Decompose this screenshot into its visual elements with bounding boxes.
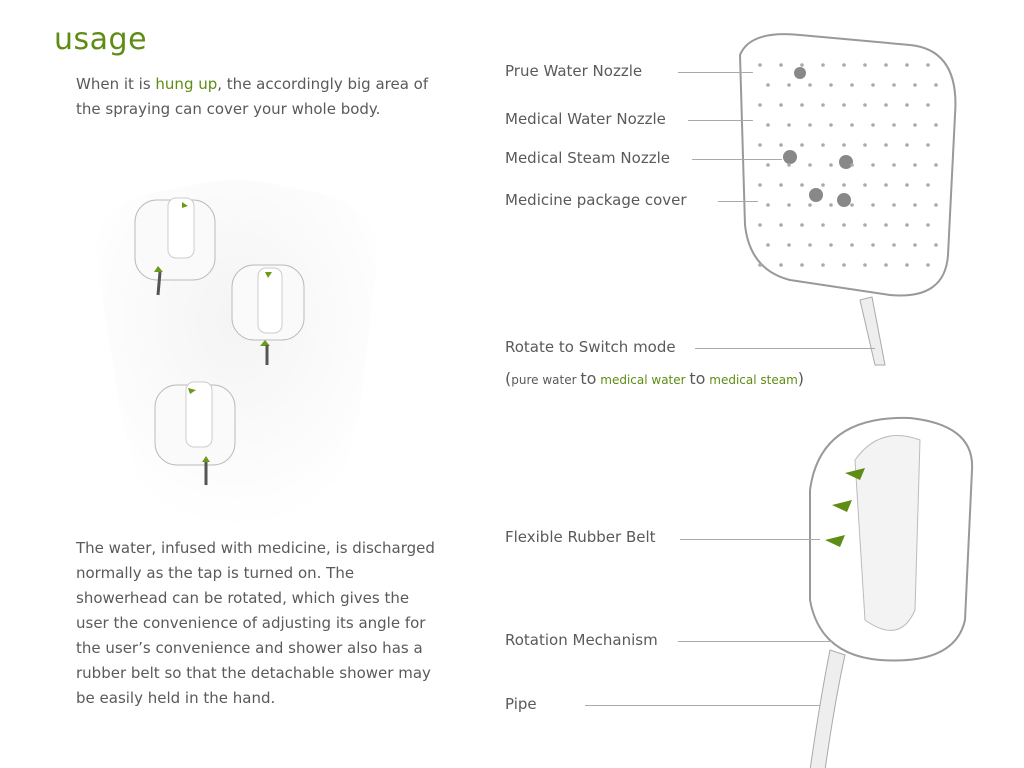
nozzle-dot (821, 183, 825, 187)
nozzle-dot (892, 163, 896, 167)
leader-line (688, 120, 753, 121)
label-flexible-rubber-belt: Flexible Rubber Belt (505, 528, 656, 546)
nozzle-dot (808, 123, 812, 127)
nozzle-dot (926, 223, 930, 227)
mode-medical-water: medical water (600, 373, 686, 387)
nozzle-dot (863, 223, 867, 227)
nozzle-dot (905, 103, 909, 107)
leader-line (692, 159, 782, 160)
nozzle-dot (779, 143, 783, 147)
nozzle-dot (808, 203, 812, 207)
nozzle-dot (842, 63, 846, 67)
nozzle-dot (863, 183, 867, 187)
nozzle-dot (863, 103, 867, 107)
nozzle-dot (934, 203, 938, 207)
nozzle-dot (758, 103, 762, 107)
nozzle-dot (800, 143, 804, 147)
nozzle-dot (821, 143, 825, 147)
mode-note (505, 369, 804, 388)
nozzle-dot (934, 243, 938, 247)
nozzle-dot (863, 263, 867, 267)
nozzle-dot (850, 123, 854, 127)
nozzle-dot (884, 183, 888, 187)
nozzle-dot (892, 243, 896, 247)
nozzle-dot (926, 263, 930, 267)
nozzle-dot (884, 143, 888, 147)
nozzle-dot (926, 63, 930, 67)
nozzle-dot (821, 223, 825, 227)
nozzle-dot (842, 263, 846, 267)
nozzle-dot (863, 143, 867, 147)
nozzle-dot (758, 263, 762, 267)
nozzle-dot (808, 163, 812, 167)
nozzle-dot (808, 243, 812, 247)
nozzle-dot (884, 223, 888, 227)
leader-line (680, 539, 820, 540)
paren: ( (505, 369, 512, 388)
nozzle-dot (842, 183, 846, 187)
mode-pure-water: pure water (511, 373, 577, 387)
nozzle-dot (821, 263, 825, 267)
label-medical-water-nozzle: Medical Water Nozzle (505, 110, 666, 128)
leader-line (695, 348, 875, 349)
leader-line (718, 201, 758, 202)
nozzle-dot (821, 63, 825, 67)
nozzle-dot (913, 163, 917, 167)
intro-after: , the accordingly big area of the spraying can cover your whole body. (76, 75, 429, 118)
nozzle-dot (871, 123, 875, 127)
label-medical-steam-nozzle: Medical Steam Nozzle (505, 149, 670, 167)
showerhead-back-illustration (790, 410, 990, 768)
nozzle-dot (913, 203, 917, 207)
nozzle-dot (926, 143, 930, 147)
leader-line (678, 72, 753, 73)
nozzle-dot (758, 183, 762, 187)
nozzle-dot (787, 123, 791, 127)
nozzle-dot (892, 203, 896, 207)
nozzle-dot (842, 143, 846, 147)
nozzle-dot (800, 263, 804, 267)
nozzle-dot (892, 123, 896, 127)
nozzle-dot (871, 163, 875, 167)
nozzle-dot (800, 183, 804, 187)
nozzle-dot (766, 123, 770, 127)
to-word: to (580, 369, 597, 388)
label-rotate-switch-mode: Rotate to Switch mode (505, 338, 676, 356)
nozzle-dot (787, 203, 791, 207)
description-text: The water, infused with medicine, is discharged normally as the tap is turned on. The showerhead can be rotated, which gives the user the convenience of adjusting its angle for the user’s convenience and shower also has a rubber belt so that the detachable shower may be easily held in the hand. (76, 539, 435, 707)
page-title: usage (54, 22, 148, 57)
nozzle-dot (892, 83, 896, 87)
nozzle-dot (934, 83, 938, 87)
label-rotation-mechanism: Rotation Mechanism (505, 631, 658, 649)
nozzle-dot (779, 263, 783, 267)
nozzle-dot (787, 243, 791, 247)
paren: ) (797, 369, 805, 388)
nozzle-dot (913, 123, 917, 127)
nozzle-dot (800, 223, 804, 227)
nozzle-dot (766, 203, 770, 207)
nozzle-dot (779, 103, 783, 107)
nozzle-dot (884, 263, 888, 267)
nozzle-dot (766, 163, 770, 167)
label-medicine-package-cover: Medicine package cover (505, 191, 687, 209)
nozzle-dot (905, 143, 909, 147)
nozzle-dot (871, 243, 875, 247)
nozzle-dot (934, 163, 938, 167)
to-word: to (689, 369, 706, 388)
label-pure-water-nozzle: Prue Water Nozzle (505, 62, 643, 80)
nozzle-dot (758, 63, 762, 67)
nozzle-dot (800, 63, 804, 67)
leader-line (678, 641, 833, 642)
nozzle-dot (850, 203, 854, 207)
nozzle-dot (926, 183, 930, 187)
nozzle-dot (842, 223, 846, 227)
nozzle-dot (934, 123, 938, 127)
intro-highlight: hung up (155, 75, 218, 93)
nozzle-dot (829, 163, 833, 167)
nozzle-dot (779, 223, 783, 227)
nozzle-dot (842, 103, 846, 107)
nozzle-dot (829, 123, 833, 127)
nozzle-dot (821, 103, 825, 107)
nozzle-dot (871, 203, 875, 207)
nozzle-dot (905, 183, 909, 187)
torso-illustration (60, 160, 410, 530)
nozzle-dot (871, 83, 875, 87)
nozzle-dot (779, 183, 783, 187)
nozzle-dot (787, 83, 791, 87)
nozzle-dot (808, 83, 812, 87)
nozzle-dot (758, 143, 762, 147)
nozzle-dot (884, 63, 888, 67)
nozzle-dot (905, 63, 909, 67)
nozzle-dot (863, 63, 867, 67)
nozzle-dot (850, 243, 854, 247)
nozzle-dot (913, 83, 917, 87)
nozzle-dot (758, 223, 762, 227)
leader-line (585, 705, 820, 706)
nozzle-dot (850, 83, 854, 87)
nozzle-dot (800, 103, 804, 107)
nozzle-dot (829, 243, 833, 247)
nozzle-dot (829, 83, 833, 87)
nozzle-dot (913, 243, 917, 247)
mode-medical-steam: medical steam (709, 373, 798, 387)
nozzle-dot (905, 223, 909, 227)
nozzle-dot (829, 203, 833, 207)
showerhead-front-illustration (720, 25, 1020, 385)
nozzle-dot (779, 63, 783, 67)
intro-text (76, 72, 446, 122)
nozzle-dot (787, 163, 791, 167)
nozzle-dot (905, 263, 909, 267)
nozzle-dot (850, 163, 854, 167)
intro-before: When it is (76, 75, 156, 93)
nozzle-dot (926, 103, 930, 107)
nozzle-dot (766, 83, 770, 87)
label-pipe: Pipe (505, 695, 537, 713)
nozzle-dot (884, 103, 888, 107)
nozzle-dot (766, 243, 770, 247)
